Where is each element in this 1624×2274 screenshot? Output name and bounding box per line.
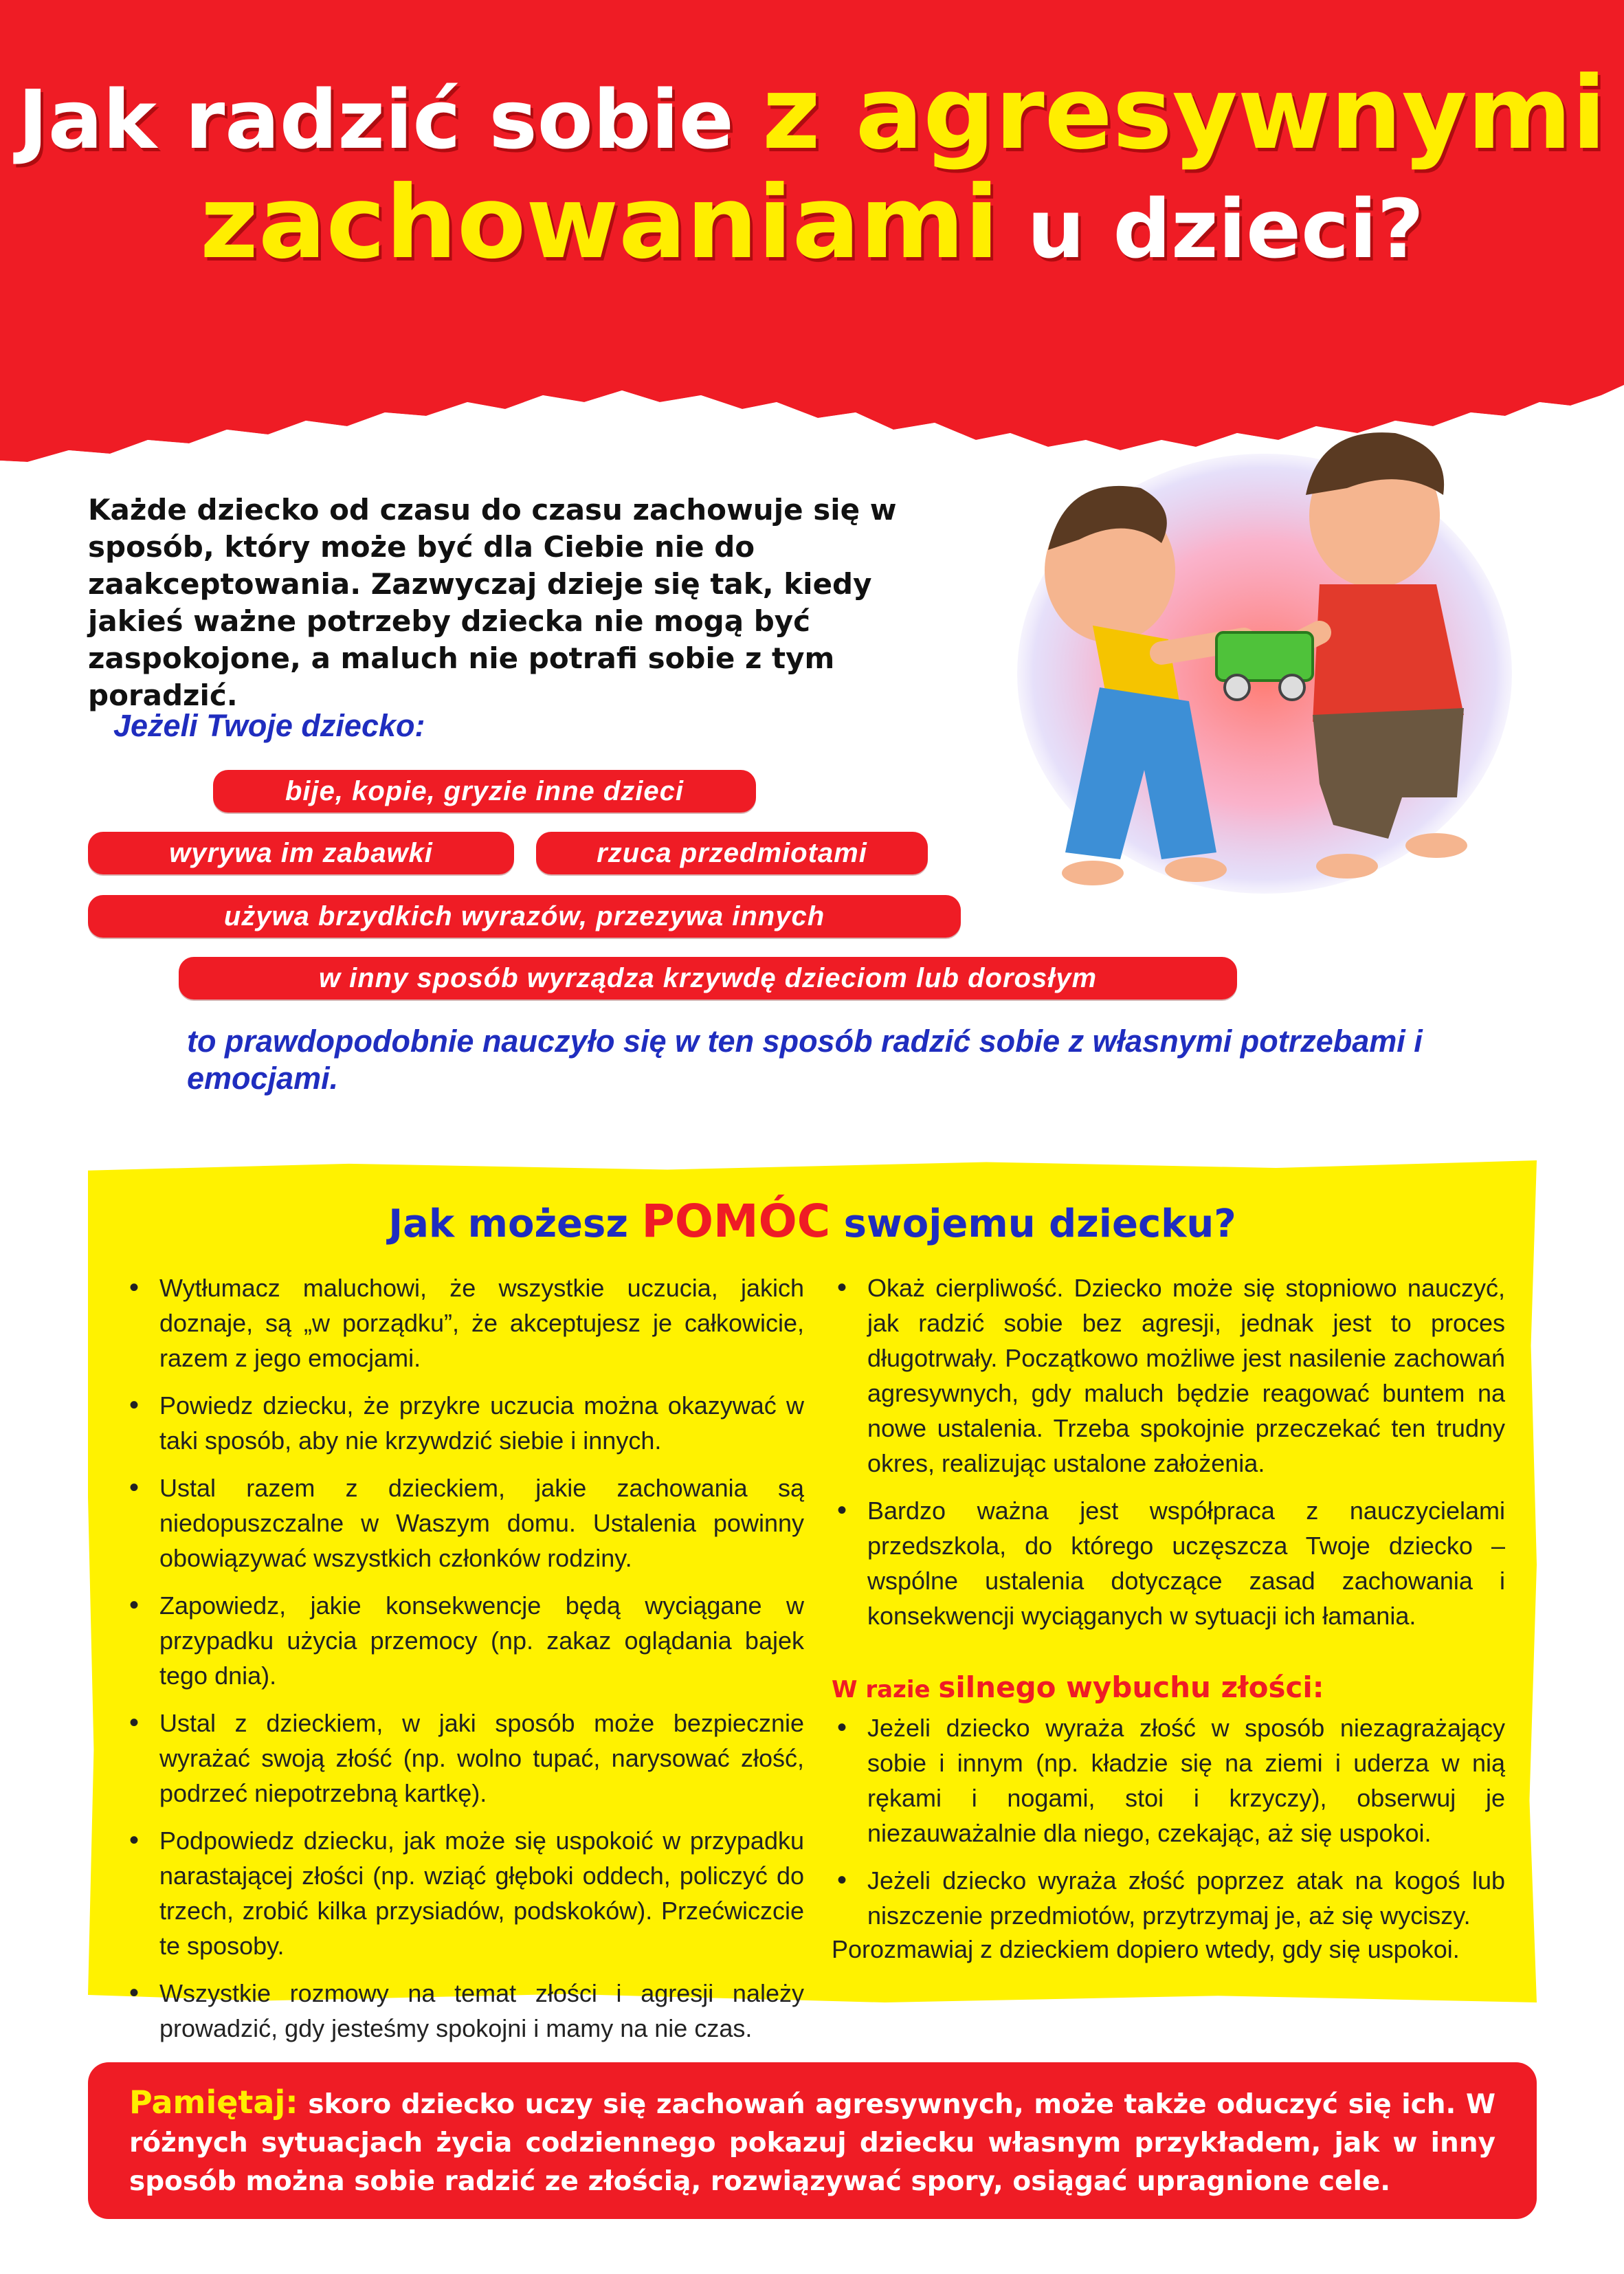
anger-outburst-list	[832, 1710, 1505, 1945]
help-title-part-2: swojemu dziecku?	[830, 1202, 1236, 1246]
behaviors-conclusion: to prawdopodobnie nauczyło się w ten sposób radzić sobie z własnymi potrzebami i emocjami.	[187, 1024, 1423, 1096]
remember-box	[88, 2062, 1537, 2219]
behavior-pill-grabbing-toys: wyrywa im zabawki	[88, 832, 514, 874]
list-item: • Podpowiedz dziecku, jak może się uspokoić w przypadku narastającej złości (np. wziąć głęboki oddech, policzyć do trzech, zrobić kilka przysiadów, podskoków). Przećwiczcie te sposoby.	[124, 1823, 804, 1963]
list-item: • Ustal z dzieckiem, w jaki sposób może bezpiecznie wyrażać swoją złość (np. wolno tupać, narysować złość, podrzeć niepotrzebną kartkę).	[124, 1706, 804, 1811]
list-item: • Zapowiedz, jakie konsekwencje będą wyciągane w przypadku użycia przemocy (np. zakaz oglądania bajek tego dnia).	[124, 1588, 804, 1693]
anger-outburst-heading	[832, 1670, 1324, 1704]
children-fighting-illustration	[990, 412, 1519, 956]
title-part-1: Jak radzić sobie	[18, 72, 762, 167]
behavior-pill-harming-others: w inny sposób wyrządza krzywdę dzieciom lub dorosłym	[179, 957, 1237, 1000]
list-item: • Bardzo ważna jest współpraca z nauczycielami przedszkola, do którego uczęszcza Twoje dziecko – wspólne ustalenia dotyczące zasad zachowania i konsekwencji wyciąganych w sytuacji ich łamania.	[832, 1493, 1505, 1633]
behavior-pill-throwing: rzuca przedmiotami	[536, 832, 928, 874]
help-title	[88, 1195, 1537, 1248]
page-title	[0, 55, 1624, 281]
help-title-part-1: Jak możesz	[388, 1202, 642, 1246]
list-item: • Powiedz dziecku, że przykre uczucia można okazywać w taki sposób, aby nie krzywdzić siebie i innych.	[124, 1388, 804, 1458]
help-right-list	[832, 1270, 1505, 1646]
behavior-pill-swearing: używa brzydkich wyrazów, przezywa innych	[88, 895, 961, 938]
title-highlight-2: zachowaniami	[199, 164, 999, 281]
list-item: • Okaż cierpliwość. Dziecko może się stopniowo nauczyć, jak radzić sobie bez agresji, jednak jest to proces długotrwały. Początkowo możliwe jest nasilenie zachowań agresywnych, gdy maluch będzie reagować buntem na nowe ustalenia. Trzeba spokojnie przeczekać ten trudny okres, realizując ustalone założenia.	[832, 1270, 1505, 1481]
help-title-highlight: POMÓC	[641, 1195, 831, 1248]
intro-paragraph: Każde dziecko od czasu do czasu zachowuje się w sposób, który może być dla Ciebie nie do zaakceptowania. Zazwyczaj dzieje się tak, kiedy jakieś ważne potrzeby dziecka nie mogą być zaspokojone, a maluch nie potrafi sobie z tym poradzić.	[88, 493, 897, 712]
list-item: • Jeżeli dziecko wyraża złość poprzez atak na kogoś lub niszczenie przedmiotów, przytrzymaj je, aż się wyciszy.	[832, 1863, 1505, 1933]
list-item: • Ustal razem z dzieckiem, jakie zachowania są niedopuszczalne w Waszym domu. Ustalenia powinny obowiązywać wszystkich członków rodziny.	[124, 1470, 804, 1576]
list-item: • Jeżeli dziecko wyraża złość w sposób niezagrażający sobie i innym (np. kładzie się na ziemi i uderza w nią rękami i nogami, stoi i krzyczy), obserwuj je niezauważalnie dla niego, czekając, aż się uspokoi.	[832, 1710, 1505, 1851]
anger-heading-highlight: silnego wybuchu złości:	[938, 1670, 1324, 1704]
remember-text	[129, 2083, 1495, 2201]
title-part-2: u dzieci?	[999, 181, 1424, 276]
help-left-list	[124, 1270, 804, 2058]
list-item: • Wytłumacz maluchowi, że wszystkie uczucia, jakich doznaje, są „w porządku”, że akceptujesz je całkowicie, razem z jego emocjami.	[124, 1270, 804, 1376]
title-highlight-1: z agresywnymi	[761, 55, 1606, 172]
talk-afterwards-note: Porozmawiaj z dzieckiem dopiero wtedy, gdy się uspokoi.	[832, 1935, 1460, 1963]
list-item: • Wszystkie rozmowy na temat złości i agresji należy prowadzić, gdy jesteśmy spokojni i mamy na nie czas.	[124, 1976, 804, 2046]
anger-heading-part-1: W razie	[832, 1676, 939, 1703]
remember-lead: Pamiętaj:	[129, 2084, 298, 2121]
behaviors-heading: Jeżeli Twoje dziecko:	[113, 708, 425, 743]
remember-body: skoro dziecko uczy się zachowań agresywnych, może także oduczyć się ich. W różnych sytuacjach życia codziennego pokazuj dziecku własnym przykładem, jak w inny sposób można sobie radzić ze złością, rozwiązywać spory, osiągać upragnione cele.	[129, 2089, 1495, 2197]
behavior-pill-hitting: bije, kopie, gryzie inne dzieci	[213, 770, 756, 813]
